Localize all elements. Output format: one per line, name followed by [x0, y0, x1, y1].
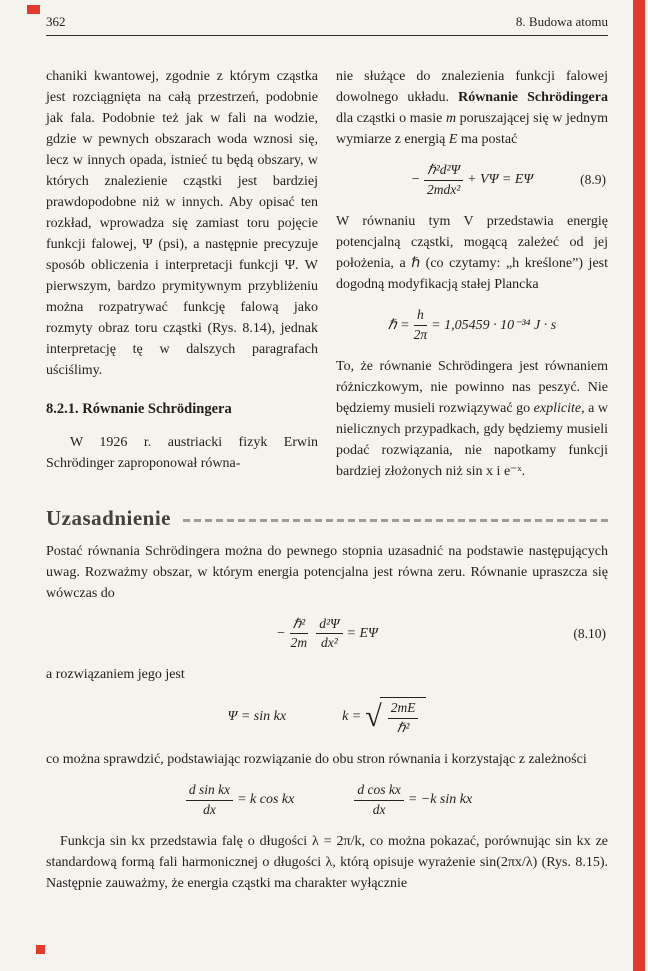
text-segment: dla cząstki o masie [336, 111, 446, 126]
fraction [186, 782, 233, 819]
hbar-value: = 1,05459 · 10⁻³⁴ J · s [431, 317, 557, 333]
page-header [46, 14, 608, 30]
paragraph-wavelength: Funkcja sin kx przedstawia falę o długości λ = 2π/k, co można pokazać, porównując sin kx ze standardową formą fali harmonicznej o długości λ, którą opisuje wyrażenie sin(2πx/λ) (Rys. 8.15). Następnie zauważmy, że energia cząstki ma charakter wyłącznie [46, 833, 608, 891]
equation-8-10 [46, 616, 608, 653]
paragraph-equation-intro [336, 66, 608, 150]
fraction-numerator: ℏ² [290, 616, 309, 635]
paragraph-differential [336, 356, 608, 482]
uzasadnienie-title: Uzasadnienie [46, 505, 172, 530]
fraction-denominator: dx [372, 801, 386, 817]
var-E: E [448, 132, 458, 147]
page-number: 362 [46, 14, 66, 29]
text-segment: To, że równanie Schrödingera jest równaniem różniczkowym, nie powinno nas peszyć. Nie będziemy musieli rozwiązywać go [336, 358, 608, 416]
equation-number: (8.10) [573, 625, 606, 641]
italic-explicite: explicite [533, 400, 582, 416]
fraction-numerator: ℏ²d²Ψ [424, 162, 463, 181]
section-heading-8-2-1: 8.2.1. Równanie Schrödingera [46, 401, 232, 417]
equation-8-9 [336, 162, 608, 199]
psi-solution: Ψ = sin kx [227, 709, 287, 725]
scan-mark-top-left [27, 5, 40, 14]
fraction-numerator: d cos kx [354, 782, 403, 801]
fraction-denominator: ℏ² [396, 720, 410, 736]
fraction [316, 616, 342, 653]
fraction [414, 307, 428, 344]
two-column-body [46, 66, 608, 482]
fraction-denominator: 2π [413, 326, 428, 342]
minus-sign: − [410, 172, 421, 188]
paragraph-justification-intro: Postać równania Schrödingera można do pewnego stopnia uzasadnić na podstawie następujących uwag. Rozważmy obszar, w którym energia potencjalna jest równa zeru. Równanie upraszcza się wówczas do [46, 543, 608, 601]
equation-solution [46, 697, 608, 737]
equation-derivatives [46, 782, 608, 819]
uzasadnienie-section [46, 506, 608, 894]
k-lhs: k = [342, 709, 362, 725]
paragraph-solution-lead: a rozwiązaniem jego jest [46, 667, 185, 683]
equation-hbar [336, 307, 608, 344]
text-segment: , a w nielicznych przypadkach, gdy będziemy musieli podać rozwiązania, nie napotkamy funkcji bardziej złożonych niż sin x i e⁻ˣ. [336, 400, 609, 479]
square-root [365, 697, 426, 737]
hbar-lhs: ℏ = [387, 317, 410, 333]
derivative-rhs: = −k sin kx [407, 792, 473, 808]
equation-rest: = EΨ [346, 625, 378, 641]
fraction-numerator: d sin kx [186, 782, 233, 801]
fraction [354, 782, 403, 819]
paragraph-potential-energy: W równaniu tym V przedstawia energię potencjalną cząstki, mogącą zależeć od jej położenia, a ℏ (co czytamy: „h kreślone”) jest dogodną modyfikacją stałej Plancka [336, 213, 608, 292]
fraction-denominator: 2mdx² [426, 181, 461, 197]
bold-rownanie-schrodingera: Równanie Schrödingera [458, 90, 608, 105]
equation-rest: + VΨ = EΨ [467, 172, 534, 188]
fraction-denominator: dx² [320, 635, 338, 651]
derivative-rhs: = k cos kx [237, 792, 295, 808]
paragraph-wave-function: chaniki kwantowej, zgodnie z którym cząstka jest rozciągnięta na całą przestrzeń, podobnie jak fala. Podobnie też jak w fali na wodzie, gdzie w pewnych obszarach woda wznosi się, lecz w innych opada, istnieć tu będą obszary, w których znalezienie cząstki jest bardziej prawdopodobne niż w innych. Aby opisać ten rozkład, wprowadza się zamiast toru pojęcie funkcji falowej, Ψ (psi), a następnie precyzuje sposób obliczenia i interpretacji funkcji Ψ. W pierwszym, bardzo prymitywnym przybliżeniu można rozpatrywać funkcję falową jako rozmyty obraz toru cząstki (Rys. 8.14), jednak interpretację tę w dalszych paragrafach uściślimy. [46, 69, 318, 378]
scan-mark-bottom-left [36, 945, 45, 954]
paragraph-verification: co można sprawdzić, podstawiając rozwiązanie do obu stron równania i korzystając z zależności [46, 752, 587, 767]
radical-sign: √ [365, 700, 382, 734]
fraction [424, 162, 463, 199]
left-column [46, 66, 318, 482]
var-m: m [445, 111, 457, 126]
uzasadnienie-header [46, 506, 608, 531]
paragraph-schrodinger-1926: W 1926 r. austriacki fizyk Erwin Schrödinger zaproponował równa- [46, 435, 318, 471]
right-column [336, 66, 608, 482]
fraction-denominator: dx [203, 801, 216, 817]
red-edge-stripe [633, 0, 645, 971]
fraction-numerator: 2mE [388, 700, 419, 719]
fraction [388, 700, 419, 737]
dashed-rule [183, 519, 608, 522]
text-segment: poruszającej się w jednym wymiarze z energią [336, 111, 608, 147]
minus-sign: − [276, 625, 286, 641]
fraction-numerator: d²Ψ [316, 616, 342, 635]
radicand [380, 697, 427, 737]
header-rule [46, 35, 608, 36]
text-segment: nie służące do znalezienia funkcji falowej dowolnego układu. [336, 69, 608, 105]
fraction-numerator: h [414, 307, 427, 326]
equation-number: (8.9) [580, 172, 606, 188]
fraction-denominator: 2m [290, 635, 308, 651]
text-segment: ma postać [457, 132, 518, 147]
fraction [290, 616, 309, 653]
chapter-header: 8. Budowa atomu [515, 14, 608, 29]
